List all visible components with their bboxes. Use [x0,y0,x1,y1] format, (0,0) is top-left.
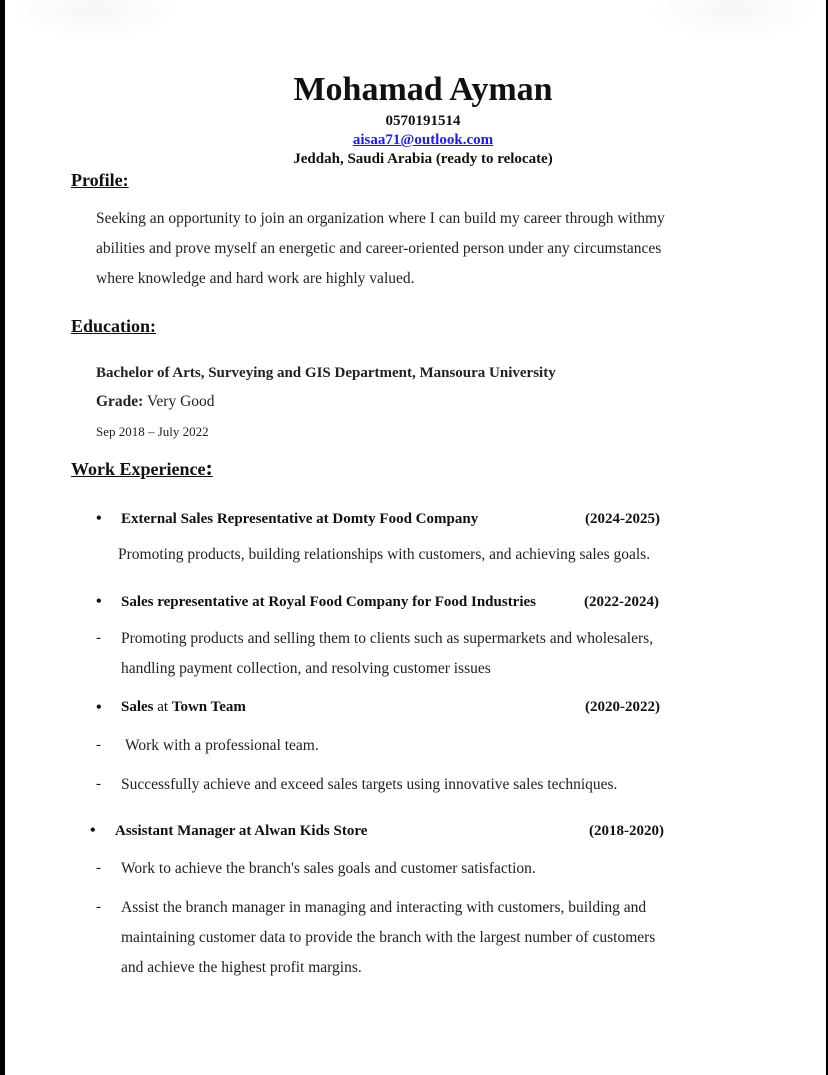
dash-icon: - [96,776,101,792]
work-experience-heading [71,455,213,481]
bullet-icon: • [96,593,102,610]
work-heading-text: Work Experience [71,459,206,479]
job-years: (2022-2024) [584,594,659,610]
grade-label: Grade: [96,393,144,410]
dash-icon: - [96,899,101,915]
education-heading: Education: [71,316,157,336]
dash-icon: - [96,860,101,876]
job-detail: and achieve the highest profit margins. [121,959,362,976]
candidate-name: Mohamad Ayman [293,71,553,108]
profile-line: abilities and prove myself an energetic and career-oriented person under any circumstances [96,240,662,257]
profile-line: Seeking an opportunity to join an organization where I can build my career through withmy [96,210,665,227]
bullet-icon: • [96,699,102,716]
education-dates: Sep 2018 – July 2022 [96,424,209,439]
job-detail: Successfully achieve and exceed sales targets using innovative sales techniques. [121,776,618,793]
work-heading-colon: : [205,455,213,480]
dash-icon: - [96,737,101,753]
email-line [0,132,828,149]
profile-heading: Profile: [71,170,129,190]
job-years: (2018-2020) [589,823,664,839]
job-detail: Promoting products, building relationships with customers, and achieving sales goals. [118,546,651,563]
job-years: (2020-2022) [585,699,660,715]
job-title-role: Sales [121,699,154,715]
job-detail: maintaining customer data to provide the branch with the largest number of customers [121,929,656,946]
job-title-at: at [153,699,172,715]
location: Jeddah, Saudi Arabia (ready to relocate) [293,151,553,167]
bullet-icon: • [96,510,102,527]
phone-number: 0570191514 [385,113,461,129]
corner-shadow-left [10,0,180,40]
email-link[interactable]: aisaa71@outlook.com [352,132,494,148]
job-title: Assistant Manager at Alwan Kids Store [115,823,368,839]
job-title-company: Town Team [171,699,246,715]
education-grade [96,393,215,411]
job-detail: Assist the branch manager in managing and interacting with customers, building and [121,899,647,916]
job-title [121,699,246,716]
job-detail: Work to achieve the branch's sales goals and customer satisfaction. [121,860,536,877]
profile-line: where knowledge and hard work are highly valued. [96,270,415,287]
job-detail: Promoting products and selling them to clients such as supermarkets and wholesalers, [121,630,654,647]
job-title: Sales representative at Royal Food Company for Food Industries [121,594,537,610]
education-degree: Bachelor of Arts, Surveying and GIS Department, Mansoura University [96,365,556,381]
job-years: (2024-2025) [585,511,660,527]
job-title: External Sales Representative at Domty Food Company [121,511,479,527]
corner-shadow-right [648,0,818,40]
job-detail: handling payment collection, and resolving customer issues [121,660,491,677]
grade-value: Very Good [143,393,215,410]
bullet-icon: • [90,822,96,839]
dash-icon: - [96,630,101,646]
job-detail: Work with a professional team. [125,737,319,754]
